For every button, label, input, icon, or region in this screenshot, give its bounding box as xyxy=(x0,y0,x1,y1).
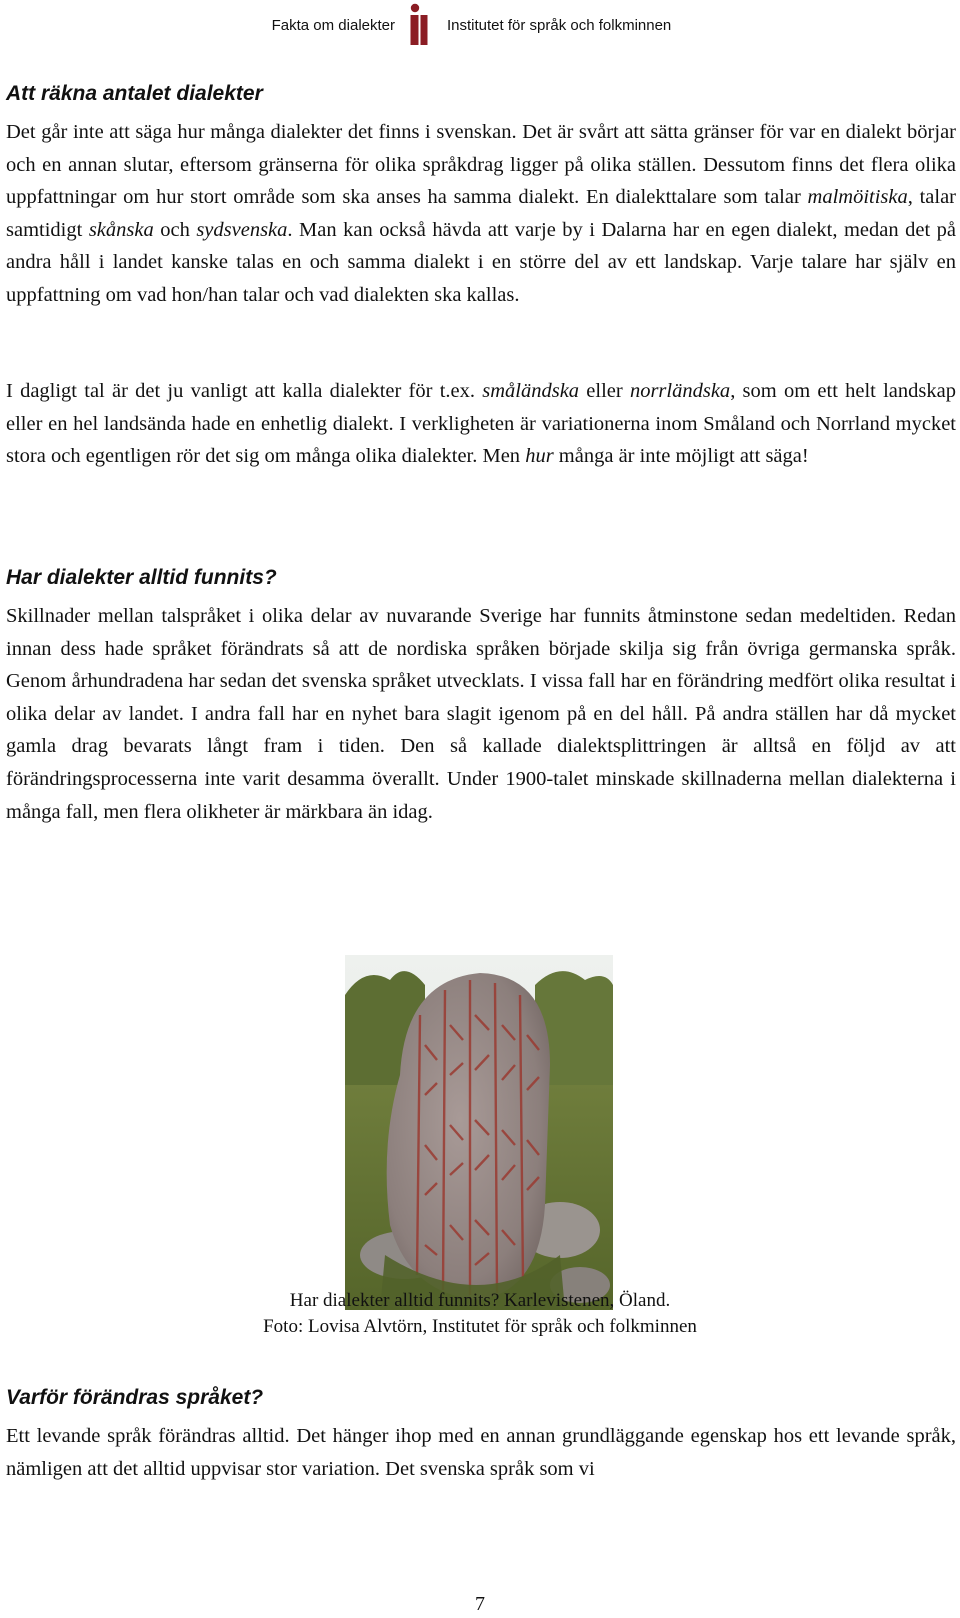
page-header xyxy=(0,0,960,50)
paragraph-history: Skillnader mellan talspråket i olika delar av nuvarande Sverige har funnits åtminstone sedan medeltiden. Redan innan dess hade språket förändrats så att de nordiska språken började skilja sig från övriga germanska språk. Genom århundradena har sedan det svenska språket utvecklats. I vissa fall har en förändring medfört olika resultat i olika delar av landet. I andra fall har en nyhet bara slagit igenom på en del håll. På andra ställen har då mycket gamla drag bevarats långt fram i tiden. Den så kallade dialektsplittringen är alltså en följd av att förändringsprocesserna inte varit desamma överallt. Under 1900-talet minskade skillnaderna mellan dialekterna i många fall, men flera olikheter är märkbara än idag. xyxy=(6,605,956,823)
institute-logo-icon xyxy=(408,2,430,46)
header-title-left: Fakta om dialekter xyxy=(271,17,395,34)
paragraph-counting-2: I dagligt tal är det ju vanligt att kalla dialekter för t.ex. småländska eller norrländska, som om ett helt landskap eller en hel landsända hade en enhetlig dialekt. I verkligheten är variationerna inom Småland och Norrland mycket stora och egentligen rör det sig om många olika dialekter. Men hur många är inte möjligt att säga! xyxy=(6,380,956,468)
paragraph-counting-1: Det går inte att säga hur många dialekter det finns i svenskan. Det är svårt att sätta gränser för var en dialekt börjar och en annan slutar, eftersom gränserna för olika språkdrag ligger på olika ställen. Dessutom finns det flera olika uppfattningar om hur stort område som ska anses ha samma dialekt. En dialekttalare som talar malmöitiska, talar samtidigt skånska och sydsvenska. Man kan också hävda att varje by i Dalarna har en egen dialekt, medan det på andra håll i landet kanske talas en och samma dialekt i en större del av ett landskap. Varje talare har själv en uppfattning om vad hon/han talar och vad dialekten ska kallas. xyxy=(6,121,957,306)
paragraph-language-change: Ett levande språk förändras alltid. Det hänger ihop med en annan grundläggande egenskap hos ett levande språk, nämligen att det alltid uppvisar stor variation. Det svenska språk som vi xyxy=(6,1425,956,1480)
runestone-photo xyxy=(345,955,613,1310)
heading-counting-dialects: Att räkna antalet dialekter xyxy=(6,82,263,105)
page-number: 7 xyxy=(475,1593,485,1615)
figure-caption-line2: Foto: Lovisa Alvtörn, Institutet för språk och folkminnen xyxy=(263,1316,697,1337)
heading-have-dialects-always-existed: Har dialekter alltid funnits? xyxy=(6,566,277,589)
header-title-right: Institutet för språk och folkminnen xyxy=(447,17,672,34)
figure-caption-line1: Har dialekter alltid funnits? Karlevistenen, Öland. xyxy=(289,1290,671,1311)
heading-why-language-changes: Varför förändras språket? xyxy=(6,1386,264,1409)
